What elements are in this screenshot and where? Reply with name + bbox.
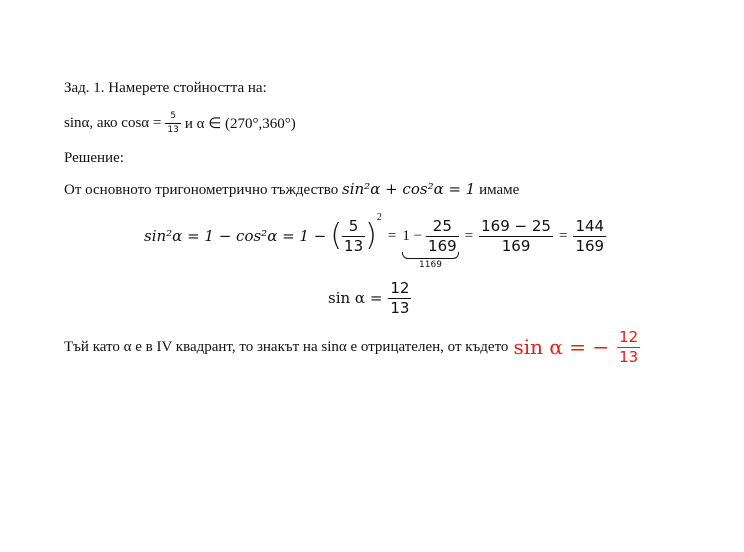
task-condition	[64, 112, 296, 135]
task-title: Зад. 1. Намерете стойността на:	[64, 80, 267, 96]
equals-2: =	[464, 227, 474, 244]
identity-formula: sin²α + cos²α = 1	[342, 180, 476, 198]
derivation-lhs: sin²α = 1 − cos²α = 1 −	[144, 227, 327, 245]
paren-numerator: 5	[342, 219, 365, 237]
conclusion-line	[64, 326, 640, 368]
derivation-equation	[144, 210, 606, 270]
result-numerator: 12	[619, 327, 639, 346]
fraction-1-denominator: 169	[428, 236, 457, 255]
one-minus: 1 −	[402, 227, 423, 244]
identity-prefix: От основното тригонометрично тъждество	[64, 182, 339, 198]
result-lhs: sin α = −	[513, 335, 610, 359]
underbrace-label: 1169	[419, 259, 442, 270]
right-paren: )	[365, 218, 377, 253]
identity-suffix: имаме	[479, 182, 520, 198]
fraction-3-numerator: 144	[575, 216, 605, 235]
power: 2	[376, 212, 382, 223]
equals-1: =	[387, 227, 397, 244]
conclusion-text: Тъй като α е в IV квадрант, то знакът на sinα е отрицателен, от където	[64, 338, 509, 355]
fraction-25-169	[426, 216, 459, 255]
sin-abs-lhs: sin α =	[328, 289, 383, 307]
cos-numerator: 5	[165, 112, 180, 124]
result-fraction	[617, 327, 640, 366]
sin-abs-fraction	[388, 278, 411, 317]
fraction-2-numerator: 169 − 25	[481, 216, 551, 235]
fraction-3-denominator: 169	[575, 236, 605, 255]
cos-denominator: 13	[167, 125, 179, 135]
sin-absolute-equation	[328, 278, 411, 318]
paren-denominator: 13	[344, 236, 364, 255]
cos-fraction	[165, 112, 180, 135]
sin-abs-denominator: 13	[390, 298, 410, 317]
fraction-difference	[479, 216, 553, 255]
fraction-1-numerator: 25	[426, 219, 459, 237]
condition-suffix: и α ∈ (270°,360°)	[184, 116, 296, 132]
identity-line	[64, 180, 519, 199]
left-paren: (	[330, 218, 343, 253]
fraction-144-169	[573, 216, 606, 255]
condition-prefix: sinα, ако cosα =	[64, 115, 162, 131]
paren-fraction	[342, 216, 365, 255]
underbraced-expression	[402, 216, 458, 270]
underbrace	[402, 252, 458, 259]
result-denominator: 13	[619, 347, 639, 366]
fraction-2-denominator: 169	[501, 236, 531, 255]
sin-abs-numerator: 12	[390, 278, 410, 297]
equals-3: =	[558, 227, 568, 244]
solution-heading: Решение:	[64, 150, 124, 166]
